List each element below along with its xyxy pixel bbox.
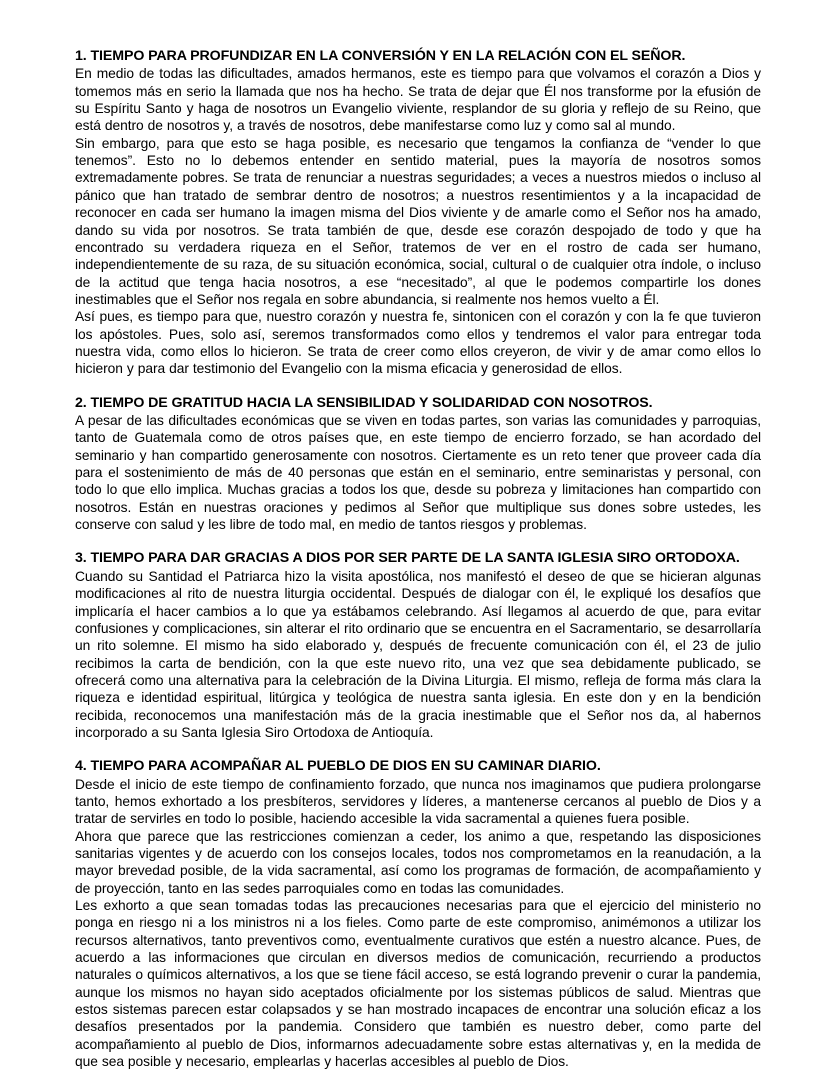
section-paragraph: Cuando su Santidad el Patriarca hizo la visita apostólica, nos manifestó el deseo de que se hicieran algunas modificaciones al rito de nuestra liturgia occidental. Después de dialogar con él, le expliqué los desafíos que implicaría el hacer cambios a lo que ya estábamos celebrando. Así llegamos al acuerdo de que, para evitar confusiones y complicaciones, sin alterar el rito ordinario que se encuentra en el Sacramentario, se desarrollaría un rito solemne. El mismo ha sido elaborado y, después de frecuente comunicación con él, el 23 de julio recibimos la carta de bendición, con la que este nuevo rito, una vez que sea debidamente publicado, se ofrecerá como una alternativa para la celebración de la Divina Liturgia. El mismo, refleja de forma más clara la riqueza e identidad espiritual, litúrgica y teológica de nuestra santa iglesia. En este don y en la bendición recibida, reconocemos una manifestación más de la gracia inestimable que el Señor nos da, al habernos incorporado a su Santa Iglesia Siro Ortodoxa de Antioquía. <box>75 568 761 740</box>
section-heading: 4. TIEMPO PARA ACOMPAÑAR AL PUEBLO DE DIOS EN SU CAMINAR DIARIO. <box>75 758 601 775</box>
section-paragraph: Les exhorto a que sean tomadas todas las precauciones necesarias para que el ejercicio del ministerio no ponga en riesgo ni a los ministros ni a los fieles. Como parte de este compromiso, animémonos a utilizar los recursos alternativos, tanto preventivos como, eventualmente curativos que estén a nuestro alcance. Pues, de acuerdo a las informaciones que circulan en diversos medios de comunicación, recurriendo a productos naturales o químicos alternativos, a los que se tiene fácil acceso, se está logrando prevenir o curar la pandemia, aunque los mismos no hayan sido aceptados oficialmente por los sistemas públicos de salud. Mientras que estos sistemas parecen estar colapsados y se han mostrado incapaces de encontrar una solución eficaz a los desafíos presentados por la pandemia. Considero que también es nuestro deber, como parte del acompañamiento al pueblo de Dios, informarnos adecuadamente sobre estas alternativas y, en la medida de que sea posible y necesario, emplearlas y hacerlas accesibles al pueblo de Dios. <box>75 898 761 1070</box>
document-section-4 <box>75 758 761 1070</box>
document-sections <box>75 48 761 1071</box>
section-paragraph: Así pues, es tiempo para que, nuestro corazón y nuestra fe, sintonicen con el corazón y con la fe que tuvieron los apóstoles. Pues, solo así, seremos transformados como ellos y tendremos el valor para entregar toda nuestra vida, como ellos lo hicieron. Se trata de creer como ellos creyeron, de vivir y de amar como ellos lo hicieron y para dar testimonio del Evangelio con la misma eficacia y generosidad de ellos. <box>75 309 761 377</box>
section-paragraph: Ahora que parece que las restricciones comienzan a ceder, los animo a que, respetando las disposiciones sanitarias vigentes y de acuerdo con los consejos locales, todos nos comprometamos en la reanudación, a la mayor brevedad posible, de la vida sacramental, así como los programas de formación, de acompañamiento y de proyección, tanto en las sedes parroquiales como en todas las comunidades. <box>75 828 761 896</box>
section-heading: 1. TIEMPO PARA PROFUNDIZAR EN LA CONVERSIÓN Y EN LA RELACIÓN CON EL SEÑOR. <box>75 48 686 64</box>
section-paragraph: A pesar de las dificultades económicas que se viven en todas partes, son varias las comunidades y parroquias, tanto de Guatemala como de otros países que, en este tiempo de encierro forzado, se han acordado del seminario y han compartido generosamente con nosotros. Ciertamente es un reto tener que proveer cada día para el sostenimiento de más de 40 personas que están en el seminario, entre seminaristas y personal, con todo lo que ello implica. Muchas gracias a todos los que, desde su pobreza y limitaciones han compartido con nosotros. Están en nuestras oraciones y pedimos al Señor que multiplique sus dones sobre ustedes, les conserve con salud y les libre de todo mal, en medio de tantos riesgos y problemas. <box>75 413 761 533</box>
section-paragraph: Sin embargo, para que esto se haga posible, es necesario que tengamos la confianza de “vender lo que tenemos”. Esto no lo debemos entender en sentido material, pues la mayoría de nosotros somos extremadamente pobres. Se trata de renunciar a nuestras seguridades; a veces a nuestros miedos o incluso al pánico que han tratado de sembrar dentro de nosotros; a nuestros resentimientos y a la incapacidad de reconocer en cada ser humano la imagen misma del Dios viviente y de amarle como el Señor nos ha amado, dando su vida por nosotros. Se trata también de que, desde ese corazón despojado de todo y que ha encontrado su verdadera riqueza en el Señor, tratemos de ver en el rostro de cada ser humano, independientemente de su raza, de su situación económica, social, cultural o de cualquier otra índole, o incluso de la actitud que tenga hacia nosotros, a ese “necesitado”, al que le podemos compartirle los dones inestimables que el Señor nos regala en sobre abundancia, si realmente nos hemos vuelto a Él. <box>75 135 761 307</box>
section-paragraph: En medio de todas las dificultades, amados hermanos, este es tiempo para que volvamos el corazón a Dios y tomemos más en serio la llamada que nos ha hecho. Se trata de dejar que Él nos transforme por la efusión de su Espíritu Santo y haga de nosotros un Evangelio viviente, resplandor de su gloria y reflejo de su Reino, que está dentro de nosotros y, a través de nosotros, debe manifestarse como luz y como sal al mundo. <box>75 66 761 134</box>
document-section-2 <box>75 395 761 534</box>
section-paragraph: Desde el inicio de este tiempo de confinamiento forzado, que nunca nos imaginamos que pudiera prolongarse tanto, hemos exhortado a los presbíteros, servidores y líderes, a mantenerse cercanos al pueblo de Dios y a tratar de servirles en todo lo posible, haciendo accesible la vida sacramental a quienes fuera posible. <box>75 776 761 827</box>
section-heading: 3. TIEMPO PARA DAR GRACIAS A DIOS POR SER PARTE DE LA SANTA IGLESIA SIRO ORTODOXA. <box>75 550 740 567</box>
document-section-3 <box>75 550 761 741</box>
document-section-1 <box>75 48 761 378</box>
section-heading: 2. TIEMPO DE GRATITUD HACIA LA SENSIBILIDAD Y SOLIDARIDAD CON NOSOTROS. <box>75 394 653 411</box>
